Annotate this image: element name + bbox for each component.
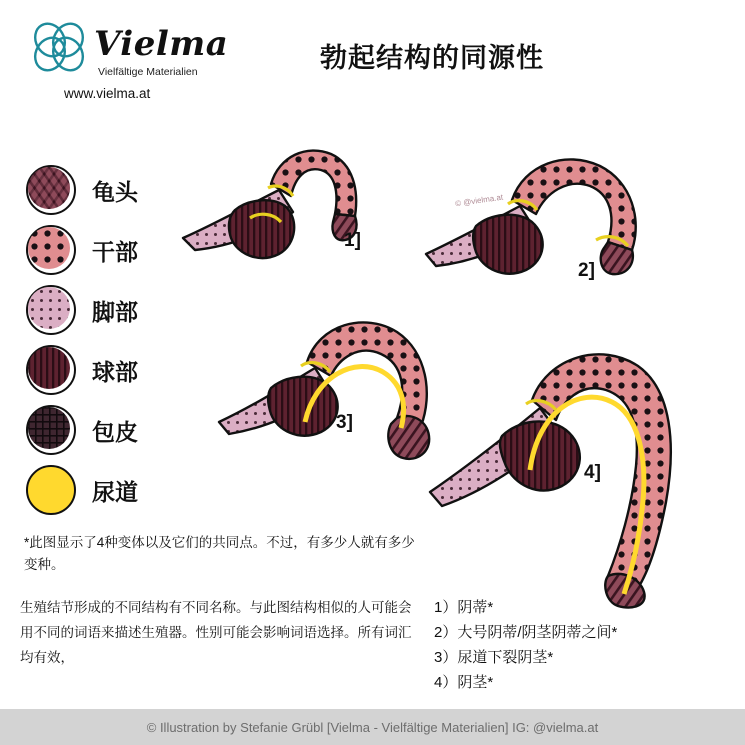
foreskin-swatch <box>26 405 76 455</box>
figure-3-illustration <box>215 310 445 490</box>
figure-1-illustration <box>175 140 390 280</box>
urethra-swatch <box>26 465 76 515</box>
figure-2-illustration <box>420 150 670 290</box>
infinity-loops-icon <box>28 20 90 76</box>
list-item: 2）大号阴蒂/阴茎阴蒂之间* <box>434 624 618 641</box>
legend-label-urethra: 尿道 <box>92 478 138 505</box>
legend-item-bulb <box>26 340 206 400</box>
page-title: 勃起结构的同源性 <box>320 43 544 73</box>
legend-item-foreskin <box>26 400 206 460</box>
figure-3-number: 3] <box>336 412 353 433</box>
description-text: 生殖结节形成的不同结构有不同名称。与此图结构相似的人可能会用不同的词语来描述生殖器。性别可能会影响词语选择。所有词汇均有效， <box>20 600 412 665</box>
figure-4-illustration <box>420 340 710 610</box>
figure-4-number: 4] <box>584 462 601 483</box>
legend-label-glans: 龟头 <box>92 178 138 205</box>
figure-watermark: © @vielma.at <box>454 192 504 209</box>
legend-item-crura <box>26 280 206 340</box>
numbered-list <box>434 595 734 695</box>
footer-credit: © Illustration by Stefanie Grübl [Vielma - Vielfältige Materialien] IG: @vielma.at <box>0 709 745 745</box>
legend-label-crura: 脚部 <box>92 298 138 325</box>
logo-url: www.vielma.at <box>64 86 151 101</box>
list-item: 4）阴茎* <box>434 674 494 691</box>
legend-label-shaft: 干部 <box>92 238 138 265</box>
legend-item-urethra <box>26 460 206 520</box>
bulb-swatch <box>26 345 76 395</box>
shaft-swatch <box>26 225 76 275</box>
footnote-text: *此图显示了4种变体以及它们的共同点。不过，有多少人就有多少变种。 <box>24 535 415 572</box>
legend-label-bulb: 球部 <box>92 358 138 385</box>
glans-swatch <box>26 165 76 215</box>
logo-tagline: Vielfältige Materialien <box>98 66 198 78</box>
logo-wordmark: Vielma <box>94 24 229 64</box>
figure-2-number: 2] <box>578 260 595 281</box>
list-item: 3）尿道下裂阴茎* <box>434 649 554 666</box>
list-item: 1）阴蒂* <box>434 599 494 616</box>
logo <box>28 18 238 108</box>
figure-1-number: 1] <box>344 230 361 251</box>
crura-swatch <box>26 285 76 335</box>
legend-label-foreskin: 包皮 <box>92 418 138 445</box>
